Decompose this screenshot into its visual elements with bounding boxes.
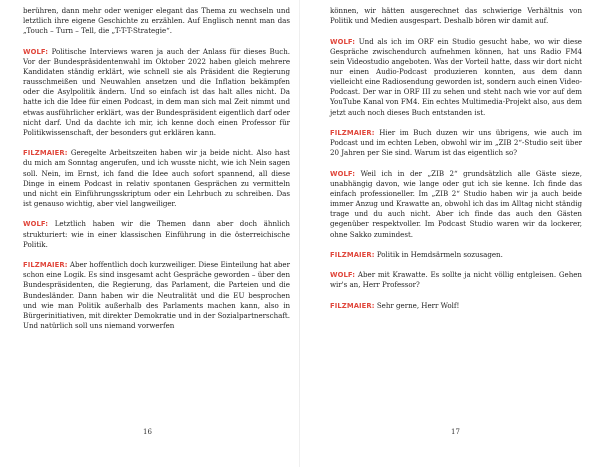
paragraph-text: Letztlich haben wir die Themen dann aber doch ähnlich strukturiert: wie in einer klassischen Einführung in die österreichische Politik. <box>23 219 290 249</box>
paragraph-text: Weil ich in der „ZIB 2“ grundsätzlich alle Gäste sieze, unabhängig davon, wie lange oder gut ich sie kenne. Ich finde das einfach professioneller. Im „ZIB 2“ Studio haben wir ja auch beide immer Anzug und Krawatte an, obwohl ich das im Alltag nicht ständig trage und du auch nicht. Aber ich finde das auch den Gästen gegenüber respektvoller. Im Podcast Studio waren wir da lockerer, ohne Sakko zumindest. <box>330 168 582 239</box>
paragraph-text: können, wir hätten ausgerechnet das schwierige Verhältnis von Politik und Medien ausgespart. Deshalb bören wir damit auf. <box>330 6 582 26</box>
paragraph-text: berühren, dann mehr oder weniger elegant das Thema zu wechseln und letztlich ihre eigene Geschichte zu erzählen. Auf Englisch nennt man das „Touch – Turn – Tell, die „T-T-T-Strategie“. <box>23 6 290 36</box>
paragraph-text: Aber mit Krawatte. Es sollte ja nicht völlig entgleisen. Gehen wir's an, Herr Professor? <box>330 270 582 290</box>
paragraph <box>330 169 582 240</box>
paragraph <box>23 219 290 249</box>
speaker-label: WOLF: <box>330 37 356 46</box>
speaker-label: FILZMAIER: <box>330 128 375 137</box>
page-number-left: 16 <box>143 428 152 436</box>
paragraph-text: Politik in Hemdsärmeln sozusagen. <box>376 249 503 259</box>
speaker-label: WOLF: <box>330 271 356 280</box>
paragraph <box>23 47 290 138</box>
speaker-label: FILZMAIER: <box>330 301 375 310</box>
paragraph-text: Geregelte Arbeitszeiten haben wir ja beide nicht. Also hast du mich am Sonntag angerufen, und ich wusste nicht, wie ich Nein sagen soll. Nein, im Ernst, ich fand die Idee auch sofort spannend, all diese Dinge in einem Podcast in relativ spontanen Gesprächen zu vermitteln und nicht ein Einführungsskriptum oder ein Lehrbuch zu schreiben. Das ist genauso wichtig, aber viel langweiliger. <box>23 148 290 209</box>
paragraph-text: Politische Interviews waren ja auch der Anlass für dieses Buch. Vor der Bundespräsidentenwahl im Oktober 2022 haben gleich mehrere Kandidaten ständig erklärt, wie schnell sie als Präsident die Regierung rausschmeißen und Neuwahlen ansetzen und die Inflation bekämpfen oder die Asylpolitik ändern. Und so einfach ist das halt alles nicht. Da hatte ich die Idee für einen Podcast, in dem man sich mal Zeit nimmt und etwas ausführlicher erklärt, was der Bundespräsident eigentlich darf oder nicht darf. Und da dachte ich mir, ich kenne doch einen Professor für Politikwissenschaft, der besonders gut erklären kann. <box>23 46 290 137</box>
speaker-label: FILZMAIER: <box>23 261 68 270</box>
paragraph <box>23 148 290 209</box>
paragraph <box>330 270 582 290</box>
paragraph <box>23 260 290 331</box>
right-page <box>300 0 600 467</box>
paragraph <box>330 250 582 260</box>
paragraph <box>330 301 582 311</box>
paragraph-text: Und als ich im ORF ein Studio gesucht habe, wo wir diese Gespräche zwischendurch aufnehmen können, hat uns Radio FM4 sein Videostudio angeboten. Was der Vorteil hatte, dass wir dort nicht nur einen Audio-Podcast produzieren konnten, aus dem dann vielleicht eine Radiosendung geworden ist, sondern auch einen Video-Podcast. Der war in ORF III zu sehen und steht nach wie vor auf dem YouTube Kanal von FM4. Ein echtes Multimedia-Projekt also, aus dem jetzt auch noch dieses Buch entstanden ist. <box>330 36 583 117</box>
paragraph <box>23 6 290 36</box>
speaker-label: WOLF: <box>23 220 49 229</box>
paragraph <box>330 37 582 118</box>
paragraph <box>330 6 582 26</box>
paragraph-text: Sehr gerne, Herr Wolf! <box>376 300 460 310</box>
paragraph <box>330 128 582 158</box>
speaker-label: WOLF: <box>330 169 356 178</box>
page-number-right: 17 <box>451 428 460 436</box>
speaker-label: FILZMAIER: <box>330 250 375 259</box>
paragraph-text: Aber hoffentlich doch kurzweiliger. Diese Einteilung hat aber schon eine Logik. Es sind insgesamt acht Gespräche geworden – über den Bundespräsidenten, die Regierung, das Parlament, die Parteien und die Bundesländer. Dann haben wir die Neutralität und die EU besprochen und wie man Politik außerhalb des Parlaments machen kann, also in Bürgerinitiativen, mit direkter Demokratie und in der Sozialpartnerschaft. Und natürlich soll uns niemand vorwerfen <box>23 260 290 330</box>
paragraph-text: Hier im Buch duzen wir uns übrigens, wie auch im Podcast und im echten Leben, obwohl wir im „ZIB 2“-Studio seit über 20 Jahren per Sie sind. Warum ist das eigentlich so? <box>330 127 582 158</box>
speaker-label: WOLF: <box>23 47 49 56</box>
speaker-label: FILZMAIER: <box>23 149 68 158</box>
